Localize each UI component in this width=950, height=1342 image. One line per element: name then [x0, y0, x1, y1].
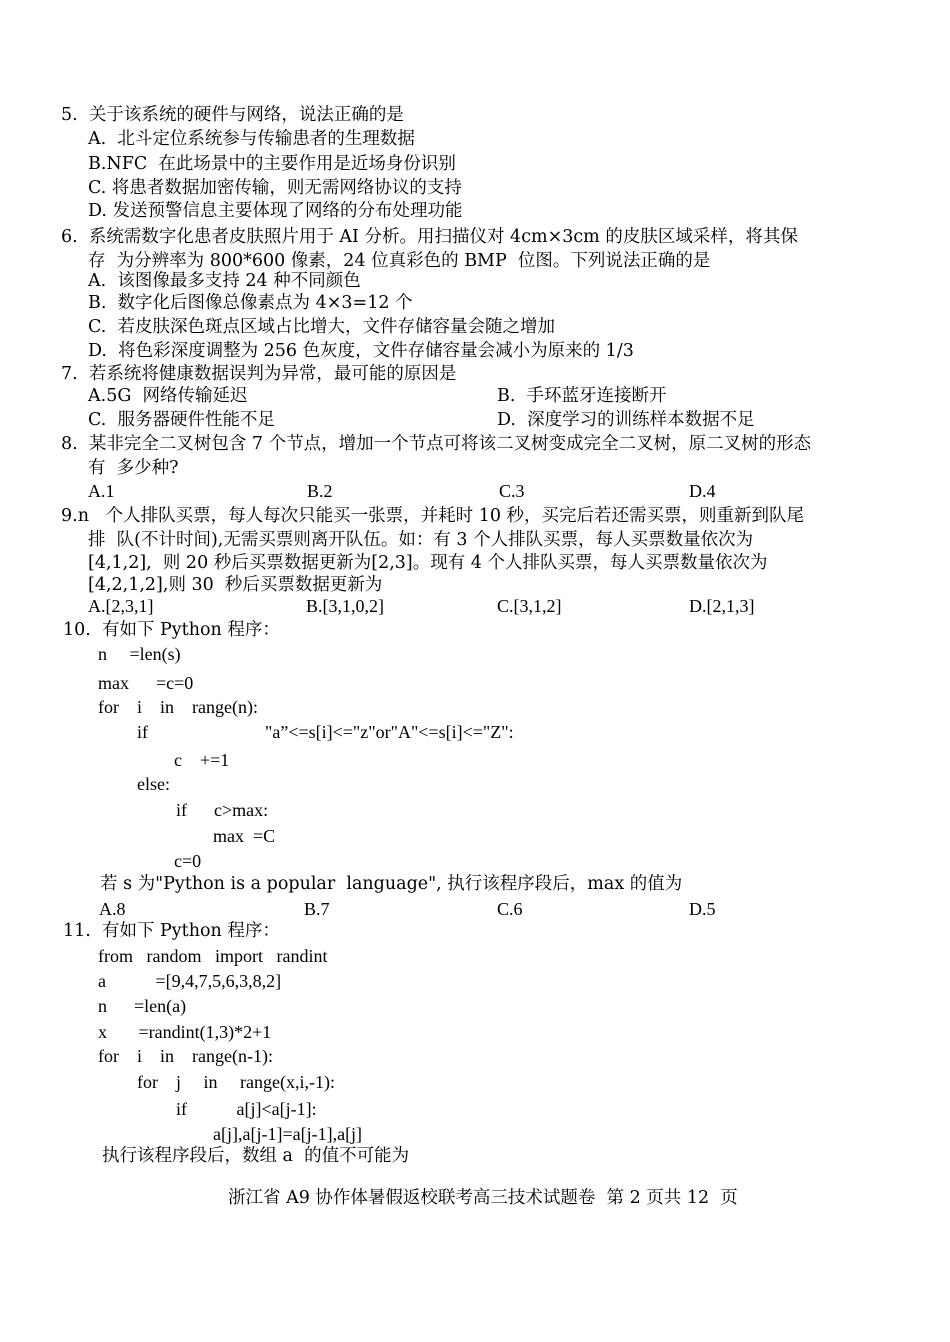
q9-option-b: B.[3,1,0,2] [306, 596, 384, 616]
q11-code-line: for j in range(x,i,-1): [137, 1072, 335, 1092]
q9-option-d: D.[2,1,3] [689, 596, 755, 616]
q10-option-b: B.7 [304, 899, 330, 919]
q7-option-a: A.5G 网络传输延迟 [88, 386, 248, 406]
q11-code-line: a[j],a[j-1]=a[j-1],a[j] [213, 1124, 363, 1144]
q9-option-a: A.[2,3,1] [88, 596, 154, 616]
q10-option-c: C.6 [497, 899, 523, 919]
q6-stem-line2: 存 为分辨率为 800*600 像素，24 位真彩色的 BMP 位图。下列说法正确的是 [88, 251, 711, 271]
q9-stem-line2: 排 队(不计时间),无需买票则离开队伍。如：有 3 个人排队买票，每人买票数量依次为 [88, 530, 754, 550]
q5-option-c: C. 将患者数据加密传输，则无需网络协议的支持 [88, 178, 462, 198]
q10-code-line: if "a”<=s[i]<="z"or"A"<=s[i]<="Z": [137, 722, 514, 742]
page-footer: 浙江省 A9 协作体暑假返校联考高三技术试题卷 第 2 页共 12 页 [228, 1188, 738, 1208]
q6-option-c: C. 若皮肤深色斑点区域占比增大，文件存储容量会随之增加 [88, 317, 555, 337]
q5-option-b: B.NFC 在此场景中的主要作用是近场身份识别 [88, 154, 456, 174]
q10-code-line: for i in range(n): [98, 697, 258, 717]
q10-question: 若 s 为"Python is a popular language", 执行该程序段后，max 的值为 [100, 874, 683, 894]
q10-code-line: n =len(s) [98, 644, 181, 664]
q10-code-line: if c>max: [176, 800, 269, 820]
q7-option-d: D. 深度学习的训练样本数据不足 [497, 410, 755, 430]
q11-code-line: n =len(a) [98, 996, 187, 1016]
q7-option-c: C. 服务器硬件性能不足 [88, 410, 275, 430]
q10-code-line: max =c=0 [98, 673, 194, 693]
q11-code-line: for i in range(n-1): [98, 1046, 273, 1066]
q11-code-line: from random import randint [98, 946, 328, 966]
q8-option-c: C.3 [499, 481, 525, 501]
q9-stem-line4: [4,2,1,2],则 30 秒后买票数据更新为 [88, 575, 383, 595]
q10-option-d: D.5 [689, 899, 716, 919]
q11-stem: 11. 有如下 Python 程序： [63, 921, 280, 941]
q6-option-d: D. 将色彩深度调整为 256 色灰度，文件存储容量会减小为原来的 1/3 [88, 341, 634, 361]
q11-code-line: a =[9,4,7,5,6,3,8,2] [98, 971, 282, 991]
q10-code-line: max =C [213, 826, 276, 846]
q5-option-d: D. 发送预警信息主要体现了网络的分布处理功能 [88, 201, 463, 221]
q5-option-a: A. 北斗定位系统参与传输患者的生理数据 [88, 129, 415, 149]
q9-option-c: C.[3,1,2] [497, 596, 562, 616]
q7-option-b: B. 手环蓝牙连接断开 [497, 386, 667, 406]
q10-stem: 10. 有如下 Python 程序： [63, 620, 280, 640]
q9-stem-line1: 9.n 个人排队买票，每人每次只能买一张票，并耗时 10 秒，买完后若还需买票，则重新到队尾 [61, 506, 805, 526]
q10-code-line: c +=1 [174, 750, 230, 770]
q10-code-line: else: [137, 774, 170, 794]
q10-option-a: A.8 [99, 899, 126, 919]
q5-stem: 5. 关于该系统的硬件与网络，说法正确的是 [61, 105, 404, 125]
q7-stem: 7. 若系统将健康数据误判为异常，最可能的原因是 [61, 364, 457, 384]
q11-code-line: x =randint(1,3)*2+1 [98, 1022, 272, 1042]
q6-option-b: B. 数字化后图像总像素点为 4×3=12 个 [88, 293, 413, 313]
q8-stem-line1: 8. 某非完全二叉树包含 7 个节点，增加一个节点可将该二叉树变成完全二叉树，原二叉树的形态 [61, 434, 812, 454]
q6-stem-line1: 6. 系统需数字化患者皮肤照片用于 AI 分析。用扫描仪对 4cm×3cm 的皮肤区域采样，将其保 [61, 227, 798, 247]
q11-code-line: if a[j]<a[j-1]: [176, 1099, 317, 1119]
q11-question: 执行该程序段后，数组 a 的值不可能为 [102, 1146, 410, 1166]
q6-option-a: A. 该图像最多支持 24 种不同颜色 [88, 271, 361, 291]
q9-stem-line3: [4,1,2], 则 20 秒后买票数据更新为[2,3]。现有 4 个人排队买票，每人买票数量依次为 [88, 553, 768, 573]
q8-stem-line2: 有 多少种? [88, 458, 179, 478]
q8-option-b: B.2 [307, 481, 333, 501]
q8-option-d: D.4 [689, 481, 716, 501]
q10-code-line: c=0 [174, 851, 202, 871]
q8-option-a: A.1 [88, 481, 115, 501]
